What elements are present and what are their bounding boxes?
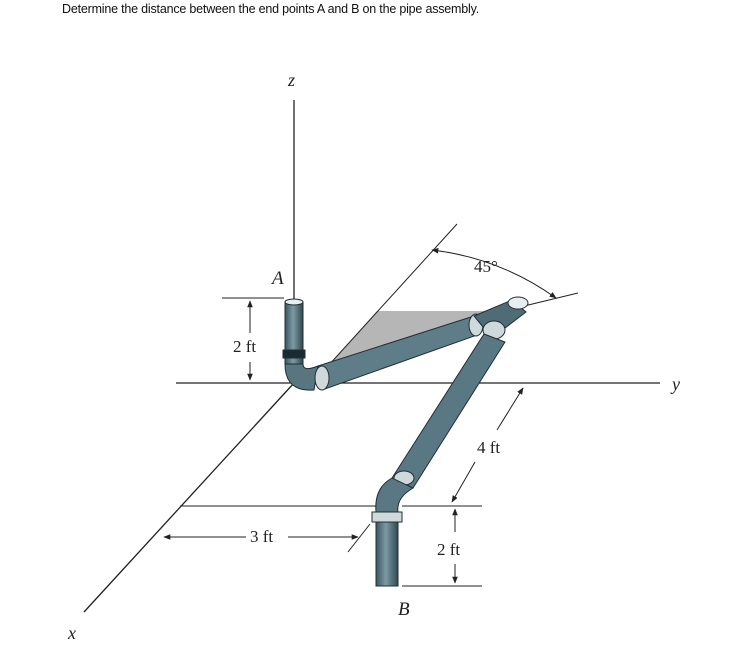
point-b-label: B <box>398 599 410 620</box>
x-axis-label: x <box>68 623 76 643</box>
x-offset-label: 3 ft <box>250 527 274 546</box>
dim-4ft-arrow-bottom <box>452 462 475 502</box>
angle-label: 45° <box>474 257 498 276</box>
pipe-b-vertical <box>376 522 398 586</box>
pipe-elbow-origin <box>285 364 318 390</box>
b-drop-label: 2 ft <box>437 540 461 559</box>
z-axis-label: z <box>288 70 296 90</box>
a-height-label: 2 ft <box>233 337 257 356</box>
dim-4ft-arrow-top <box>497 388 523 430</box>
problem-statement: Determine the distance between the end points A and B on the pipe assembly. <box>62 2 479 16</box>
segment-length-label: 4 ft <box>477 438 501 457</box>
y-axis-label: y <box>672 374 680 394</box>
dim-3ft-tick <box>348 524 370 552</box>
point-a-label: A <box>272 268 284 289</box>
angle-ref-line <box>520 293 578 307</box>
x-axis <box>84 383 294 612</box>
